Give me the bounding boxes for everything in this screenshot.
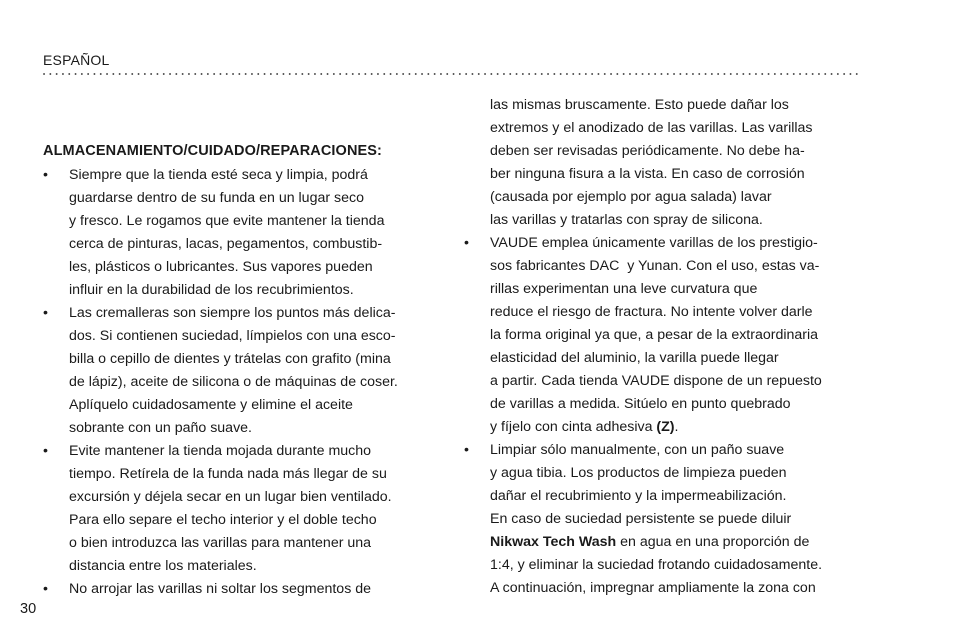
text-line: [43, 279, 443, 302]
line-text: VAUDE emplea únicamente varillas de los prestigio-: [490, 235, 818, 251]
text-line: [43, 417, 443, 440]
line-text: guardarse dentro de su funda en un lugar seco: [69, 190, 364, 206]
text-line: [464, 117, 864, 140]
text-line: [464, 370, 864, 393]
line-text: Siempre que la tienda esté seca y limpia, podrá: [69, 167, 368, 183]
text-line: [464, 163, 864, 186]
text-line: [464, 393, 864, 416]
text-line: [43, 348, 443, 371]
line-text: (causada por ejemplo por agua salada) lavar: [490, 189, 772, 205]
text-line: [464, 209, 864, 232]
text-line: [43, 164, 443, 187]
text-line: [464, 554, 864, 577]
line-text: tiempo. Retírela de la funda nada más llegar de su: [69, 466, 387, 482]
text-line: [43, 532, 443, 555]
line-text: la forma original ya que, a pesar de la extraordinaria: [490, 327, 819, 343]
text-line: [464, 324, 864, 347]
line-text: deben ser revisadas periódicamente. No debe ha-: [490, 143, 805, 159]
line-text: y agua tibia. Los productos de limpieza pueden: [490, 465, 787, 481]
text-line: [464, 347, 864, 370]
text-line: [464, 508, 864, 531]
text-line: [464, 301, 864, 324]
text-line: [43, 555, 443, 578]
left-column: [43, 164, 443, 601]
text-line: [464, 255, 864, 278]
line-text: a partir. Cada tienda VAUDE dispone de un repuesto: [490, 373, 822, 389]
text-line: [43, 509, 443, 532]
text-line: [43, 371, 443, 394]
line-text: No arrojar las varillas ni soltar los segmentos de: [69, 581, 372, 597]
line-text: extremos y el anodizado de las varillas. Las varillas: [490, 120, 813, 136]
bullet-mark: •: [43, 305, 48, 321]
text-line: [43, 325, 443, 348]
text-line: [43, 256, 443, 279]
figure-reference: (Z): [656, 419, 675, 435]
line-text: Para ello separe el techo interior y el doble techo: [69, 512, 377, 528]
text-line: [464, 278, 864, 301]
line-text: y fresco. Le rogamos que evite mantener la tienda: [69, 213, 385, 229]
product-name: Nikwax Tech Wash: [490, 534, 617, 550]
line-text: las varillas y tratarlas con spray de silicona.: [490, 212, 763, 228]
line-text: reduce el riesgo de fractura. No intente volver darle: [490, 304, 813, 320]
text-line: [43, 486, 443, 509]
text-line: [464, 485, 864, 508]
text-line: [464, 416, 864, 439]
text-line: [43, 463, 443, 486]
text-line: [43, 578, 443, 601]
line-text: y fíjelo con cinta adhesiva: [490, 419, 657, 435]
line-text: influir en la durabilidad de los recubrimientos.: [69, 282, 354, 298]
text-line: [43, 233, 443, 256]
line-text: o bien introduzca las varillas para mantener una: [69, 535, 372, 551]
text-line: [464, 439, 864, 462]
text-line: [43, 302, 443, 325]
language-label: ESPAÑOL: [43, 52, 110, 68]
bullet-mark: •: [43, 167, 48, 183]
line-text: cerca de pinturas, lacas, pegamentos, combustib-: [69, 236, 383, 252]
text-line: [43, 187, 443, 210]
text-line: [464, 531, 864, 554]
line-text: 1:4, y eliminar la suciedad frotando cuidadosamente.: [490, 557, 823, 573]
right-column: [464, 94, 864, 600]
dotted-rule: [43, 70, 858, 78]
line-text: las mismas bruscamente. Esto puede dañar los: [490, 97, 789, 113]
bullet-mark: •: [464, 442, 469, 458]
line-text: les, plásticos o lubricantes. Sus vapores pueden: [69, 259, 373, 275]
text-line: [43, 394, 443, 417]
line-text: de varillas a medida. Sitúelo en punto quebrado: [490, 396, 791, 412]
bullet-mark: •: [43, 443, 48, 459]
line-text: excursión y déjela secar en un lugar bien ventilado.: [69, 489, 392, 505]
text-line: [43, 440, 443, 463]
line-text: en agua en una proporción de: [616, 534, 810, 550]
text-line: [464, 232, 864, 255]
line-text: sos fabricantes DAC y Yunan. Con el uso, estas va-: [490, 258, 820, 274]
line-text: distancia entre los materiales.: [69, 558, 257, 574]
bullet-mark: •: [464, 235, 469, 251]
text-line: [464, 140, 864, 163]
line-text: ber ninguna fisura a la vista. En caso de corrosión: [490, 166, 805, 182]
line-text: sobrante con un paño suave.: [69, 420, 252, 436]
line-text: En caso de suciedad persistente se puede diluir: [490, 511, 792, 527]
line-text: Evite mantener la tienda mojada durante mucho: [69, 443, 372, 459]
line-text: Aplíquelo cuidadosamente y elimine el aceite: [69, 397, 353, 413]
text-line: [43, 210, 443, 233]
line-text: elasticidad del aluminio, la varilla puede llegar: [490, 350, 779, 366]
line-text: dos. Si contienen suciedad, límpielos con una esco-: [69, 328, 396, 344]
page-number: 30: [20, 601, 37, 617]
section-heading: ALMACENAMIENTO/CUIDADO/REPARACIONES:: [43, 143, 382, 159]
text-line: [464, 186, 864, 209]
line-text: Limpiar sólo manualmente, con un paño suave: [490, 442, 785, 458]
line-text: de lápiz), aceite de silicona o de máquinas de coser.: [69, 374, 398, 390]
line-text-end: .: [674, 419, 679, 435]
line-text: billa o cepillo de dientes y trátelas con grafito (mina: [69, 351, 391, 367]
line-text: Las cremalleras son siempre los puntos más delica-: [69, 305, 396, 321]
line-text: rillas experimentan una leve curvatura que: [490, 281, 758, 297]
text-line: [464, 577, 864, 600]
text-line: [464, 94, 864, 117]
line-text: A continuación, impregnar ampliamente la zona con: [490, 580, 816, 596]
line-text: dañar el recubrimiento y la impermeabilización.: [490, 488, 787, 504]
bullet-mark: •: [43, 581, 48, 597]
text-line: [464, 462, 864, 485]
